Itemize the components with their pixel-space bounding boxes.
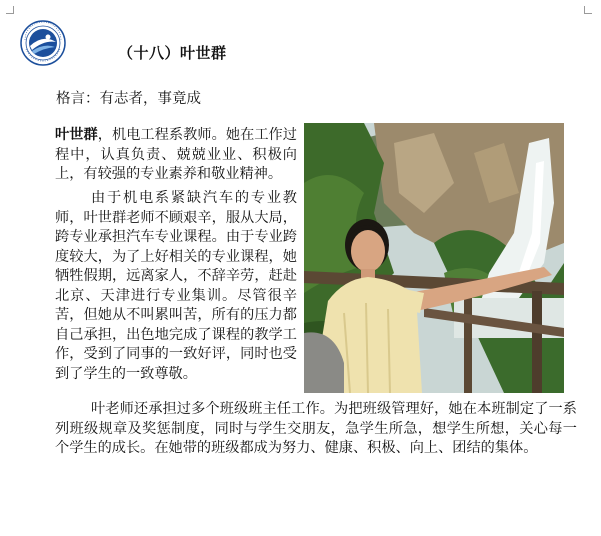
teacher-photo (304, 123, 564, 393)
teacher-name: 叶世群 (55, 127, 98, 143)
motto: 格言：有志者，事竟成 (56, 91, 201, 107)
paragraph-commitment: 由于机电系紧缺汽车的专业教师，叶世群老师不顾艰辛，服从大局，跨专业承担汽车专业课程。由于专业跨度较大，为了上好相关的专业课程，她牺牲假期，远离家人，不辞辛劳，赶赴北京、天津进行专业集训。尽管很辛苦，但她从不叫累叫苦，所有的压力都自己承担，出色地完成了课程的教学工作，受到了同事的一致好评，同时也受到了学生的一致尊敬。 (55, 190, 297, 382)
paragraph-intro (55, 126, 297, 185)
paragraph-class-management: 叶老师还承担过多个班级班主任工作。为把班级管理好，她在本班制定了一系列班级规章及奖惩制度，同时与学生交朋友，急学生所急，想学生所想，关心每一个学生的成长。在她带的班级都成为努力、健康、积极、向上、团结的集体。 (55, 401, 577, 456)
page-title: （十八）叶世群 (118, 44, 227, 62)
school-logo (20, 20, 66, 66)
page-corner-mark-left (6, 6, 14, 14)
page-corner-mark-right (584, 6, 592, 14)
intro-text: ，机电工程系教师。她在工作过程中，认真负责、兢兢业业、积极向上，有较强的专业素养和敬业精神。 (55, 127, 297, 182)
